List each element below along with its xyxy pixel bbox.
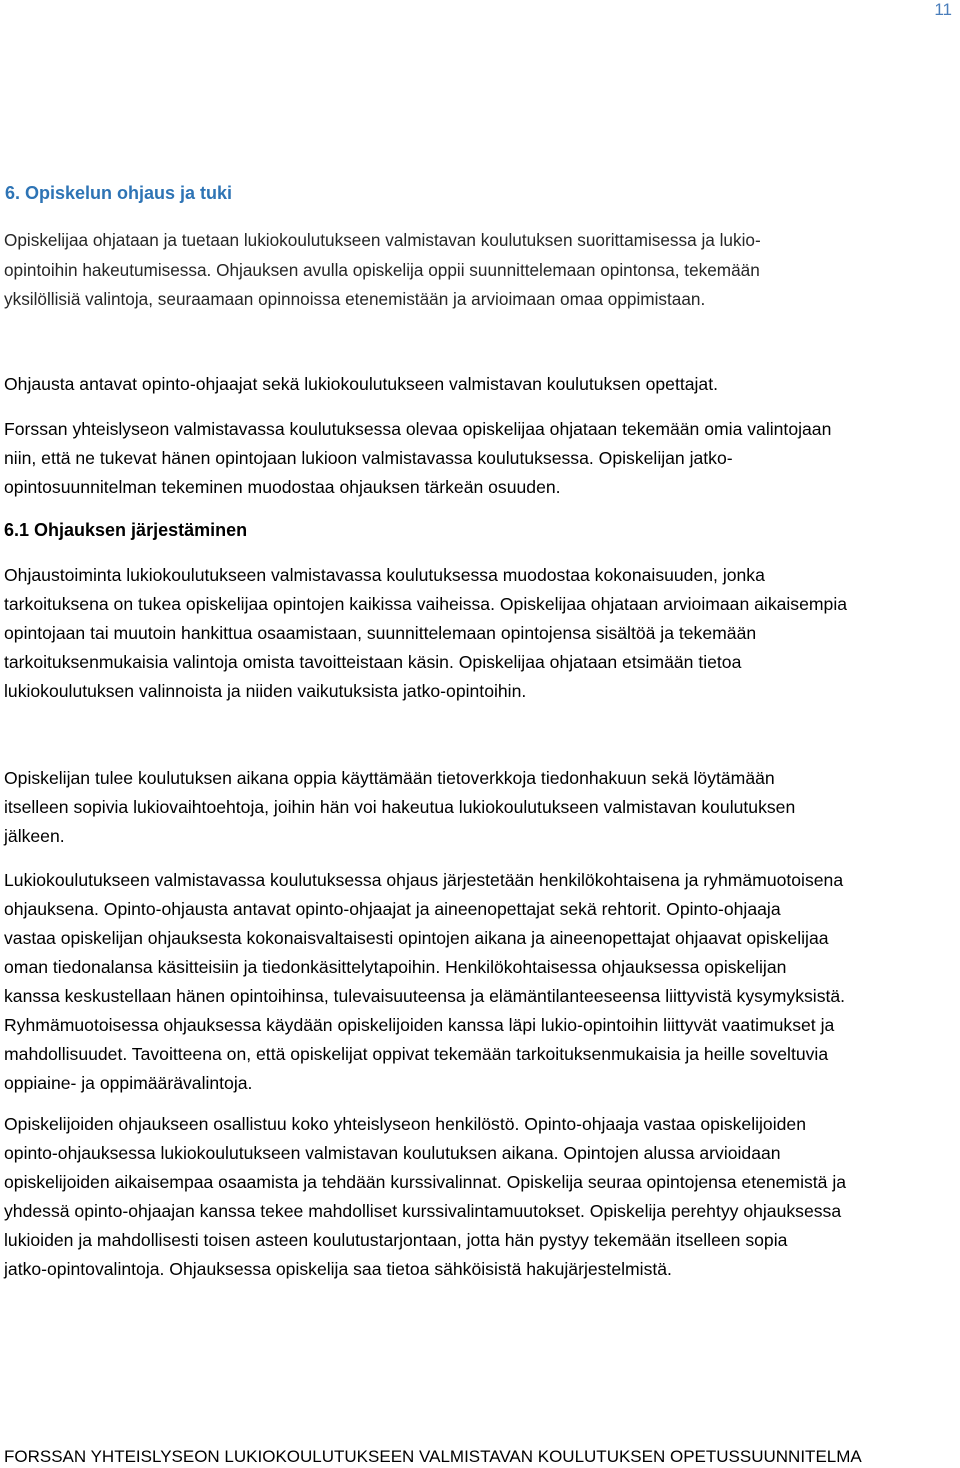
page-number: 11: [934, 0, 952, 19]
guidance-providers-paragraph: Ohjausta antavat opinto-ohjaajat sekä lukiokoulutukseen valmistavan koulutuksen opettajat.: [4, 374, 718, 394]
forssa-paragraph: Forssan yhteislyseon valmistavassa koulutuksessa olevaa opiskelijaa ohjataan tekemään omia valintojaan niin, että ne tukevat hänen opintojaan lukioon valmistavassa koulutuksessa. Opiskelijan jatko- opintosuunnitelman tekeminen muodostaa ohjauksen tärkeän osuuden.: [4, 419, 832, 497]
footer: FORSSAN YHTEISLYSEON LUKIOKOULUTUKSEEN VALMISTAVAN KOULUTUKSEN OPETUSSUUNNITELMA: [4, 1447, 862, 1466]
intro-paragraph: Opiskelijaa ohjataan ja tuetaan lukiokoulutukseen valmistavan koulutuksen suorittamisessa ja lukio- opintoihin hakeutumisessa. Ohjauksen avulla opiskelija oppii suunnittelemaan opintonsa, tekemään yksilöllisiä valintoja, seuraamaan opinnoissa etenemistään ja arvioimaan omaa oppimistaan.: [4, 230, 761, 309]
staff-paragraph: Opiskelijoiden ohjaukseen osallistuu koko yhteislyseon henkilöstö. Opinto-ohjaaja vastaa opiskelijoiden opinto-ohjauksessa lukiokoulutukseen valmistavan koulutuksen aikana. Opintojen alussa arvioidaan opiskelijoiden aikaisempaa osaamista ja tehdään kurssivalinnat. Opiskelija seuraa opintojensa etenemistä ja yhdessä opinto-ohjaajan kanssa tekee mahdolliset kurssivalintamuutokset. Opiskelija perehtyy ohjauksessa lukioiden ja mahdollisesti toisen asteen koulutustarjontaan, jotta hän pystyy tekemään itselleen sopia jatko-opintovalintoja. Ohjauksessa opiskelija saa tietoa sähköisistä hakujärjestelmistä.: [4, 1114, 847, 1279]
information-skills-paragraph: Opiskelijan tulee koulutuksen aikana oppia käyttämään tietoverkkoja tiedonhakuun sekä löytämään itselleen sopivia lukiovaihtoehtoja, joihin hän voi hakeutua lukiokoulutukseen valmistavan koulutuksen jälkeen.: [4, 768, 796, 846]
organization-paragraph: Ohjaustoiminta lukiokoulutukseen valmistavassa koulutuksessa muodostaa kokonaisuuden, jonka tarkoituksena on tukea opiskelijaa opintojen kaikissa vaiheissa. Opiskelijaa ohjataan arvioimaan aikaisempia opintojaan tai muutoin hankittua osaamistaan, suunnittelemaan opintojensa sisältöä ja tekemään tarkoituksenmukaisia valintoja omista tavoitteistaan käsin. Opiskelijaa ohjataan etsimään tietoa lukiokoulutuksen valinnoista ja niiden vaikutuksista jatko-opintoihin.: [4, 565, 848, 701]
subsection-heading: 6.1 Ohjauksen järjestäminen: [4, 520, 248, 540]
forms-paragraph: Lukiokoulutukseen valmistavassa koulutuksessa ohjaus järjestetään henkilökohtaisena ja ryhmämuotoisena ohjauksena. Opinto-ohjausta antavat opinto-ohjaajat ja aineenopettajat sekä rehtorit. Opinto-ohjaaja vastaa opiskelijan ohjauksesta kokonaisvaltaisesti opintojen aikana ja aineenopettajat ohjaavat opiskelijaa oman tiedonalansa käsitteisiin ja tiedonkäsittelytapoihin. Henkilökohtaisessa ohjauksessa opiskelijan kanssa keskustellaan hänen opintoihinsa, tulevaisuuteensa ja elämäntilanteeseensa liittyvistä kysymyksistä. Ryhmämuotoisessa ohjauksessa käydään opiskelijoiden kanssa läpi lukio-opintoihin liittyvät vaatimukset ja mahdollisuudet. Tavoitteena on, että opiskelijat oppivat tekemään tarkoituksenmukaisia ja heille soveltuvia oppiaine- ja oppimäärävalintoja.: [4, 870, 846, 1093]
section-heading: 6. Opiskelun ohjaus ja tuki: [5, 183, 233, 203]
